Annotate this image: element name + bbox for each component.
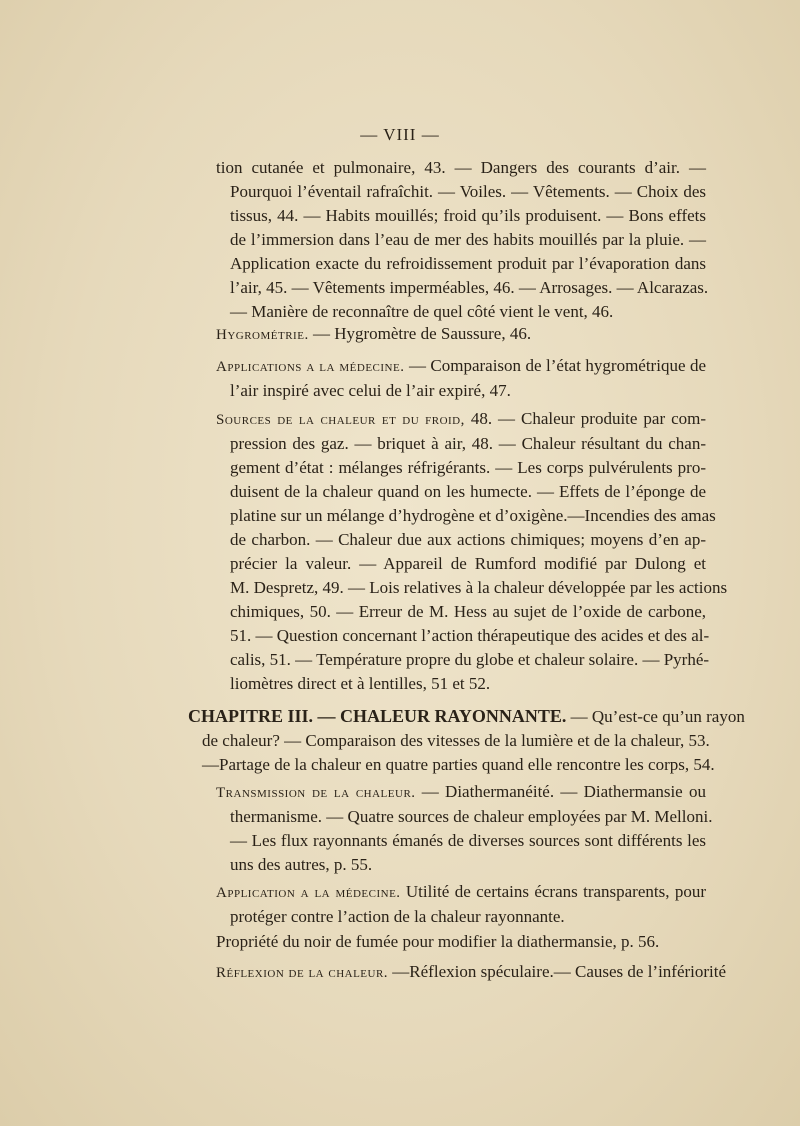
entry-sources [216, 407, 728, 696]
text-line: tissus, 44. — Habits mouillés; froid qu’ils produisent. — Bons effets [230, 206, 706, 225]
entry-propriete [216, 930, 706, 954]
entry-heading: Réflexion de la chaleur. [216, 965, 389, 981]
text-line: — Diathermanéité. — Diathermansie ou [421, 782, 706, 801]
text-line: précier la valeur. — Appareil de Rumford modifié par Dulong et [230, 554, 706, 573]
text-line: —Partage de la chaleur en quatre parties quand elle rencontre les corps, 54. [202, 755, 715, 774]
text-line: liomètres direct et à lentilles, 51 et 52. [230, 674, 491, 693]
text-line: duisent de la chaleur quand on les humecte. — Effets de l’éponge de [230, 482, 706, 501]
page-header: — VIII — [360, 125, 440, 144]
entry-applications [216, 354, 706, 403]
text-line: de charbon. — Chaleur due aux actions chimiques; moyens d’en ap- [230, 530, 706, 549]
text-line: gement d’état : mélanges réfrigérants. — Les corps pulvérulents pro- [230, 458, 706, 477]
text-line: — Hygromètre de Saussure, 46. [312, 324, 532, 343]
text-line: chimiques, 50. — Erreur de M. Hess au sujet de l’oxide de carbone, [230, 602, 706, 621]
entry-heading: Transmission de la chaleur. [216, 785, 416, 801]
text-line: tion cutanée et pulmonaire, 43. — Dangers des courants d’air. — [216, 158, 706, 177]
text-line: protéger contre l’action de la chaleur rayonnante. [230, 907, 565, 926]
text-line: l’air inspiré avec celui de l’air expiré, 47. [230, 381, 511, 400]
text-line: pression des gaz. — briquet à air, 48. — Chaleur résultant du chan- [230, 434, 706, 453]
entry-continuation [216, 156, 709, 324]
text-line: 51. — Question concernant l’action thérapeutique des acides et des al- [230, 626, 710, 645]
text-line: — Comparaison de l’état hygrométrique de [408, 356, 706, 375]
entry-transmission [216, 780, 713, 877]
entry-heading: Sources de la chaleur et du froid, [216, 412, 465, 428]
text-line: Propriété du noir de fumée pour modifier la diathermansie, p. 56. [216, 932, 660, 951]
text-line: M. Despretz, 49. — Lois relatives à la chaleur développée par les actions [230, 578, 728, 597]
text-line: — Manière de reconnaître de quel côté vient le vent, 46. [230, 302, 614, 321]
text-line: thermanisme. — Quatre sources de chaleur employées par M. Melloni. [230, 807, 713, 826]
text-line: — Les flux rayonnants émanés de diverses sources sont différents les [230, 831, 706, 850]
entry-heading: Application a la médecine. [216, 885, 401, 901]
text-line: uns des autres, p. 55. [230, 855, 373, 874]
entry-application [216, 880, 706, 929]
text-line: platine sur un mélange d’hydrogène et d’oxigène.—Incendies des amas [230, 506, 716, 525]
text-line: de chaleur? — Comparaison des vitesses de la lumière et de la chaleur, 53. [202, 731, 710, 750]
chapter-heading: CHAPITRE III. — CHALEUR RAYONNANTE. [188, 706, 567, 726]
text-line: Utilité de certains écrans transparents, pour [405, 882, 706, 901]
text-line: calis, 51. — Température propre du globe et chaleur solaire. — Pyrhé- [230, 650, 710, 669]
text-line: 48. — Chaleur produite par com- [470, 409, 707, 428]
entry-heading: Hygrométrie. [216, 327, 309, 343]
entry-heading: Applications a la médecine. [216, 359, 405, 375]
text-line: Pourquoi l’éventail rafraîchit. — Voiles. — Vêtements. — Choix des [230, 182, 706, 201]
entry-hygrometrie [216, 322, 706, 347]
entry-reflexion [216, 960, 727, 985]
text-line: — Qu’est-ce qu’un rayon [570, 707, 745, 726]
text-line: Application exacte du refroidissement produit par l’évaporation dans [230, 254, 706, 273]
text-line: —Réflexion spéculaire.— Causes de l’infériorité [392, 962, 727, 981]
text-line: de l’immersion dans l’eau de mer des habits mouillés par la pluie. — [230, 230, 706, 249]
text-line: l’air, 45. — Vêtements imperméables, 46. — Arrosages. — Alcarazas. [230, 278, 709, 297]
chapter-entry [188, 704, 745, 777]
